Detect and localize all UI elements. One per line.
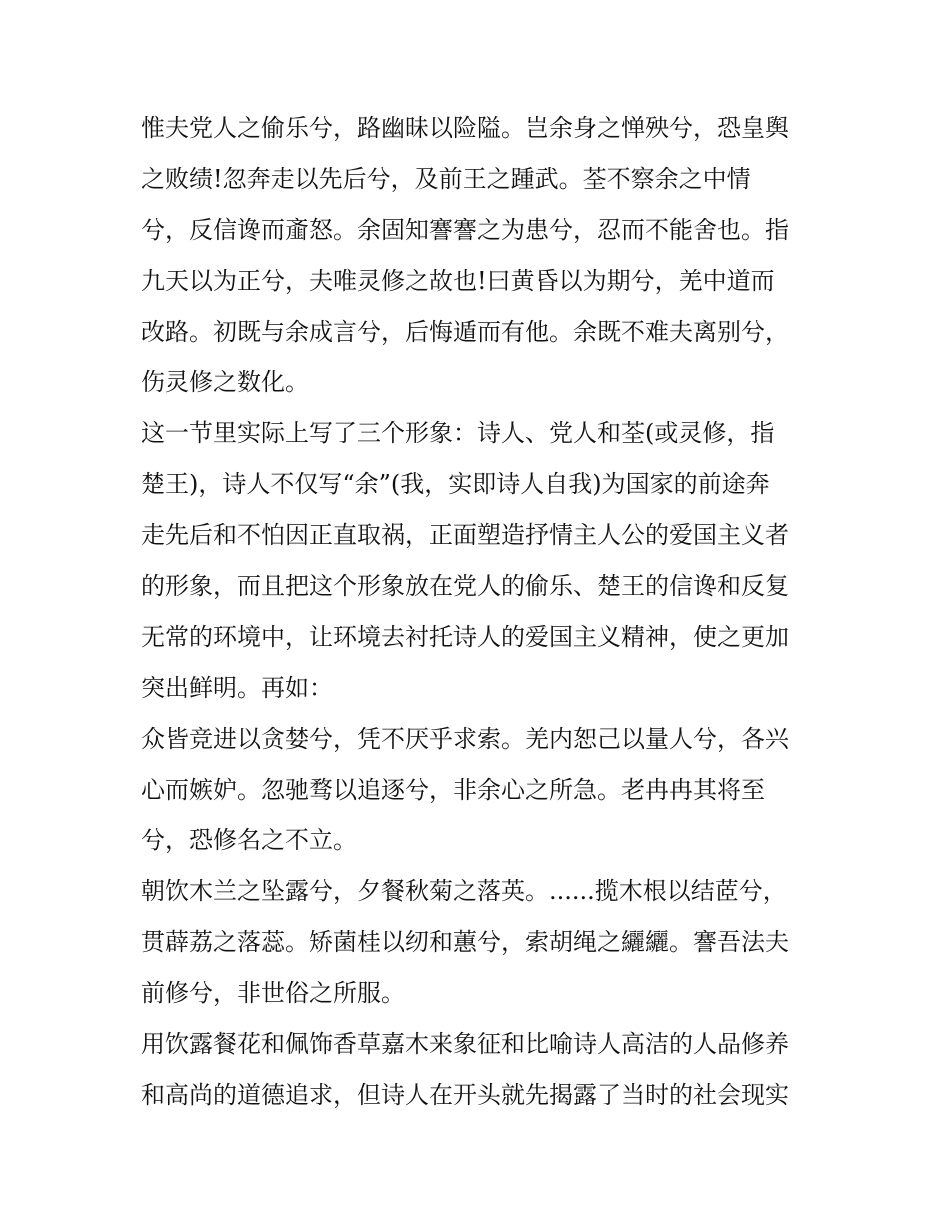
text-line: 的形象，而且把这个形象放在党人的偷乐、楚王的信谗和反复 [141,572,789,601]
text-line: 众皆竞进以贪婪兮，凭不厌乎求索。羌内恕己以量人兮，各兴 [141,724,789,753]
text-line: 这一节里实际上写了三个形象：诗人、党人和荃(或灵修，指 [141,419,775,448]
text-line: 心而嫉妒。忽驰骛以追逐兮，非余心之所急。老冉冉其将至 [141,775,765,804]
text-line: 用饮露餐花和佩饰香草嘉木来象征和比喻诗人高洁的人品修养 [141,1030,789,1059]
text-line: 之败绩!忽奔走以先后兮，及前王之踵武。荃不察余之中情 [141,164,751,193]
text-line: 前修兮，非世俗之所服。 [141,979,405,1008]
text-line: 伤灵修之数化。 [141,368,309,397]
text-line: 无常的环境中，让环境去衬托诗人的爱国主义精神，使之更加 [141,622,789,651]
text-line: 和高尚的道德追求，但诗人在开头就先揭露了当时的社会现实 [141,1080,789,1109]
text-line: 改路。初既与余成言兮，后悔遁而有他。余既不难夫离别兮， [141,317,789,346]
text-line: 走先后和不怕因正直取祸，正面塑造抒情主人公的爱国主义者 [141,521,789,550]
text-line: 九天以为正兮，夫唯灵修之故也!曰黄昏以为期兮，羌中道而 [141,266,775,295]
text-line: 突出鲜明。再如： [141,673,333,702]
text-line: 楚王)，诗人不仅写“余”(我，实即诗人自我)为国家的前途奔 [141,470,770,499]
text-line: 惟夫党人之偷乐兮，路幽昧以险隘。岂余身之惮殃兮，恐皇舆 [141,114,789,142]
text-line: 贯薜荔之落蕊。矫菌桂以纫和蕙兮，索胡绳之纚纚。謇吾法夫 [141,928,789,957]
text-line: 兮，恐修名之不立。 [141,826,357,855]
text-line: 兮，反信谗而齑怒。余固知謇謇之为患兮，忍而不能舍也。指 [141,215,789,244]
document-body [141,103,821,1121]
text-line: 朝饮木兰之坠露兮，夕餐秋菊之落英。......揽木根以结茝兮， [141,877,787,906]
